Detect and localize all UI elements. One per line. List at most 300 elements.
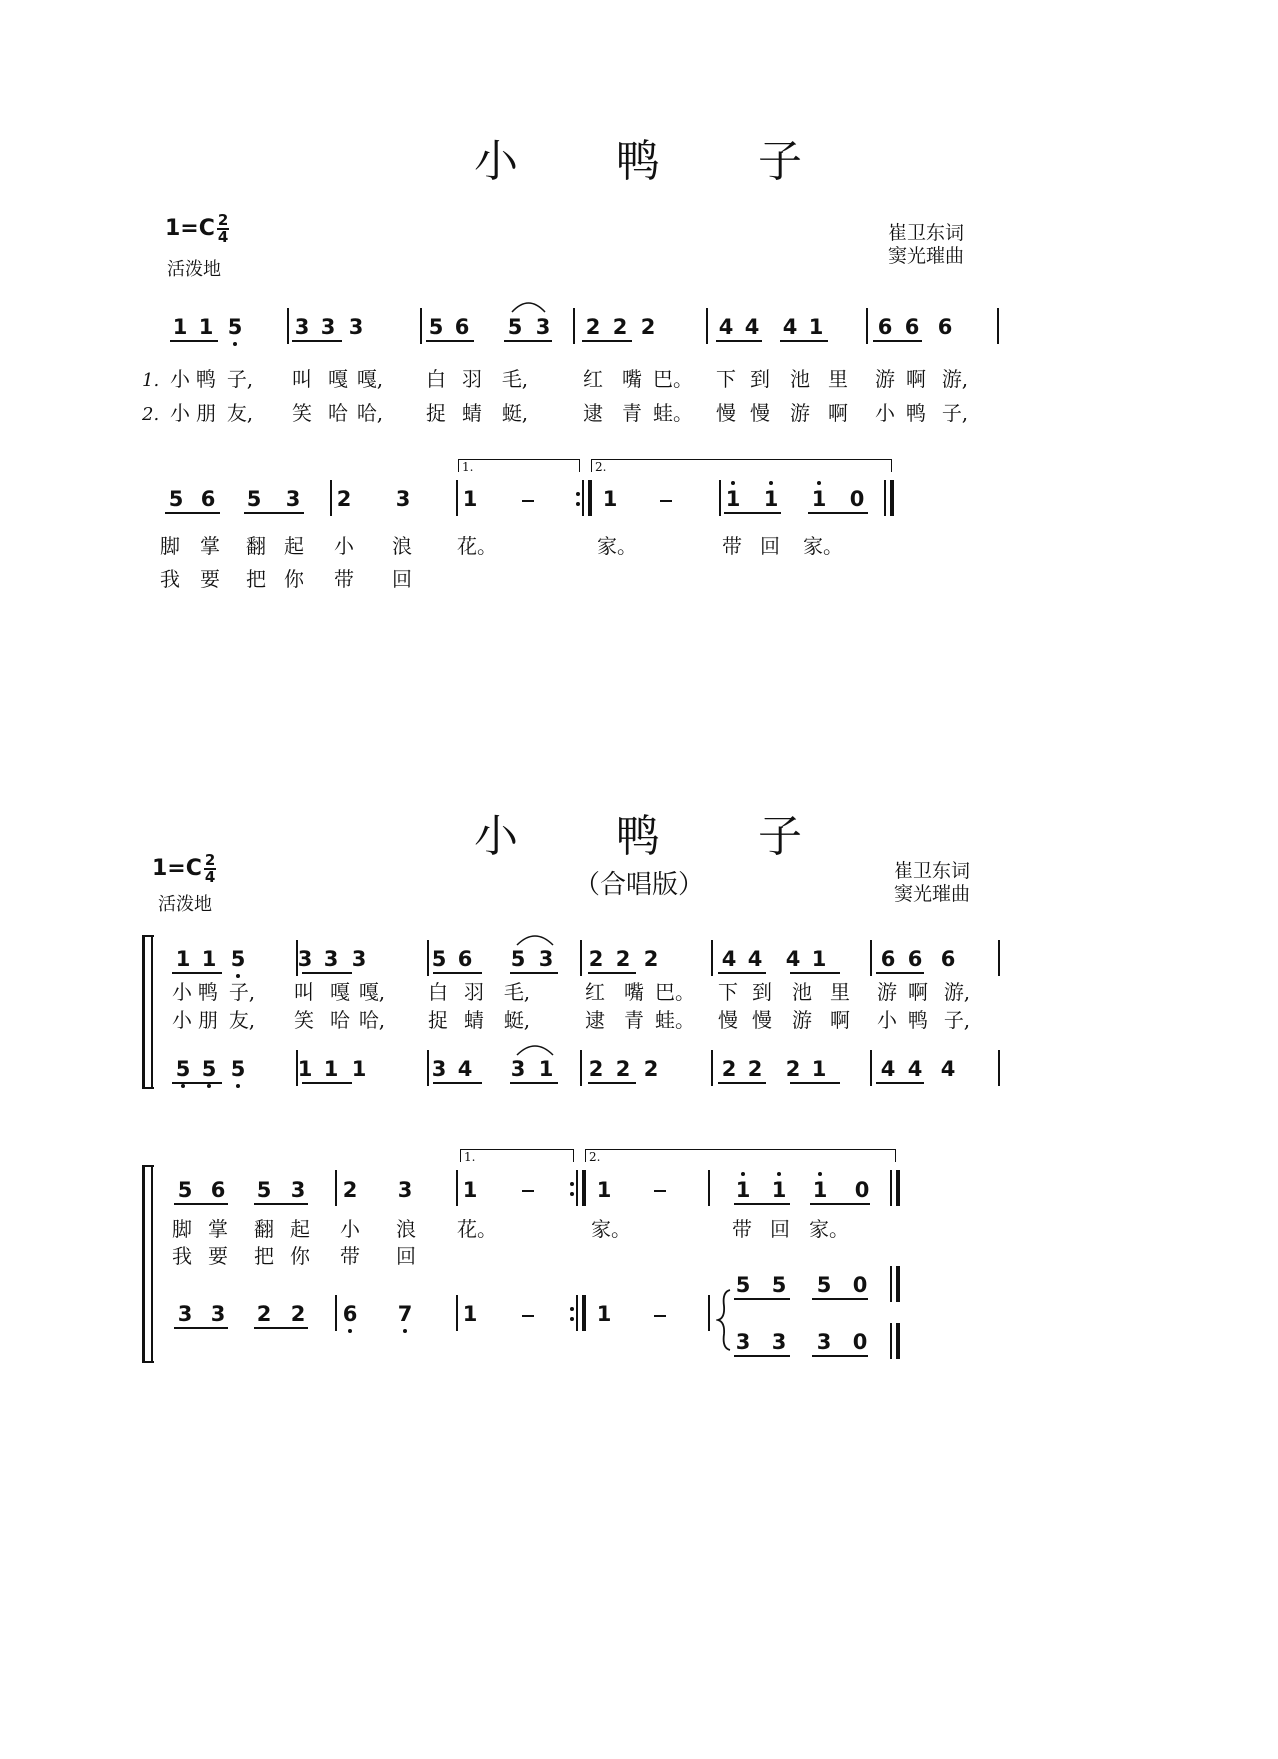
lyric-char: 我 bbox=[160, 567, 180, 591]
lyric-char: 里 bbox=[830, 980, 850, 1004]
beam-underline bbox=[588, 972, 636, 974]
title-char: 子 bbox=[758, 811, 804, 862]
bar-line bbox=[896, 1323, 900, 1359]
lyric-char: 巴。 bbox=[653, 367, 693, 391]
bar-line bbox=[588, 480, 592, 516]
slur-arc bbox=[516, 932, 554, 946]
lyric-char: 鸭 bbox=[906, 401, 926, 425]
lyric-char: 回 bbox=[392, 567, 412, 591]
note: 0 bbox=[852, 1273, 868, 1297]
bar-line bbox=[330, 480, 332, 516]
lyric-char: 家。 bbox=[809, 1217, 849, 1241]
beam-underline bbox=[734, 1355, 790, 1357]
bar-line bbox=[708, 1170, 710, 1206]
bar-line bbox=[870, 1050, 872, 1086]
note: 2 bbox=[588, 1057, 604, 1081]
beam-underline bbox=[510, 1082, 558, 1084]
bar-line bbox=[890, 1170, 892, 1206]
bar-line bbox=[890, 480, 894, 516]
beam-underline bbox=[734, 1203, 790, 1205]
note: 6 bbox=[210, 1178, 226, 1202]
lyric-char: 毛, bbox=[501, 367, 529, 391]
bar-line bbox=[151, 1165, 153, 1363]
lyric-char: 慢 bbox=[752, 1008, 772, 1032]
verse-number: 2. bbox=[142, 404, 160, 425]
lyric-char: 哈, bbox=[356, 401, 384, 425]
lyric-char: 啊 bbox=[906, 367, 926, 391]
lyric-char: 捉 bbox=[428, 1008, 448, 1032]
bar-line bbox=[890, 1323, 892, 1359]
lyric-char: 家。 bbox=[591, 1217, 631, 1241]
note: 1 bbox=[809, 1178, 831, 1202]
lyric-char: 慢 bbox=[716, 401, 736, 425]
volta-label: 2. bbox=[589, 1150, 601, 1164]
lyric-char: 红 bbox=[583, 367, 603, 391]
note: 2 bbox=[643, 947, 659, 971]
lyric-char: 鸭 bbox=[908, 1008, 928, 1032]
note: 3 bbox=[323, 947, 339, 971]
note: 3 bbox=[320, 315, 336, 339]
lyric-char: 家。 bbox=[803, 534, 843, 558]
note: 5 bbox=[172, 1057, 194, 1081]
lyric-char: 嘎, bbox=[356, 367, 384, 391]
tempo-marking: 活泼地 bbox=[167, 259, 221, 280]
lyric-char: 要 bbox=[200, 567, 220, 591]
key-signature: 1=C $\frac{2}{4}$ bbox=[152, 851, 216, 886]
lyric-char: 红 bbox=[585, 980, 605, 1004]
lyric-char: 你 bbox=[290, 1244, 310, 1268]
lyric-char: 里 bbox=[828, 367, 848, 391]
note: 5 bbox=[177, 1178, 193, 1202]
beam-underline bbox=[718, 972, 766, 974]
repeat-dot bbox=[570, 1182, 574, 1186]
lyric-char: 羽 bbox=[462, 367, 482, 391]
lyric-char: 浪 bbox=[392, 534, 412, 558]
note: 1 bbox=[351, 1057, 367, 1081]
credit-line: 崔卫东词 bbox=[888, 222, 965, 244]
note: 2 bbox=[640, 315, 656, 339]
lyric-char: 友, bbox=[226, 401, 254, 425]
lyric-char: 叫 bbox=[294, 980, 314, 1004]
note: 5 bbox=[428, 315, 444, 339]
note: 6 bbox=[880, 947, 896, 971]
note: 3 bbox=[290, 1178, 306, 1202]
voice-brace bbox=[716, 1288, 732, 1352]
lyric-char: 蜓, bbox=[503, 1008, 531, 1032]
bar-line bbox=[142, 935, 145, 1089]
note: 2 bbox=[256, 1302, 272, 1326]
lyric-char: 嘎 bbox=[328, 367, 348, 391]
lyric-char: 小 bbox=[877, 1008, 897, 1032]
credit-line: 窦光璀曲 bbox=[894, 883, 971, 905]
lyric-char: 小 bbox=[334, 534, 354, 558]
note: 6 bbox=[339, 1302, 361, 1326]
lyric-char: 小 bbox=[172, 980, 192, 1004]
beam-underline bbox=[174, 1327, 228, 1329]
bar-line bbox=[870, 940, 872, 976]
lyric-char: 回 bbox=[770, 1217, 790, 1241]
dash-sustain bbox=[654, 1315, 666, 1317]
beam-underline bbox=[172, 1082, 222, 1084]
note: 5 bbox=[735, 1273, 751, 1297]
beam-underline bbox=[170, 340, 218, 342]
beam-underline bbox=[254, 1327, 308, 1329]
note: 0 bbox=[854, 1178, 870, 1202]
lyric-char: 嘴 bbox=[624, 980, 644, 1004]
bar-line bbox=[582, 1170, 586, 1206]
lyric-char: 子, bbox=[943, 1008, 971, 1032]
note: 2 bbox=[290, 1302, 306, 1326]
lyric-char: 带 bbox=[334, 567, 354, 591]
volta-bracket bbox=[585, 1149, 896, 1162]
beam-underline bbox=[790, 972, 840, 974]
lyric-char: 友, bbox=[228, 1008, 256, 1032]
lyric-char: 巴。 bbox=[655, 980, 695, 1004]
beam-underline bbox=[433, 972, 482, 974]
lyric-char: 毛, bbox=[503, 980, 531, 1004]
note: 2 bbox=[342, 1178, 358, 1202]
page-title bbox=[0, 125, 1278, 189]
bar-line bbox=[335, 1295, 337, 1331]
lyric-char: 鸭 bbox=[198, 980, 218, 1004]
lyric-char: 哈, bbox=[358, 1008, 386, 1032]
credit-line: 崔卫东词 bbox=[894, 860, 971, 882]
note: 1 bbox=[732, 1178, 754, 1202]
note: 6 bbox=[454, 315, 470, 339]
note: 5 bbox=[510, 947, 526, 971]
lyric-char: 花。 bbox=[457, 534, 497, 558]
beam-underline bbox=[812, 1298, 868, 1300]
note: 5 bbox=[198, 1057, 220, 1081]
beam-underline bbox=[174, 1203, 228, 1205]
note: 1 bbox=[596, 1178, 612, 1202]
lyric-char: 起 bbox=[284, 534, 304, 558]
bar-line bbox=[580, 1050, 582, 1086]
credits bbox=[888, 222, 964, 268]
lyric-char: 带 bbox=[340, 1244, 360, 1268]
title-char: 子 bbox=[758, 136, 804, 187]
note: 1 bbox=[297, 1057, 313, 1081]
bar-line bbox=[884, 480, 886, 516]
verse-number: 1. bbox=[142, 370, 160, 391]
note: 4 bbox=[718, 315, 734, 339]
lyric-char: 子, bbox=[226, 367, 254, 391]
key-signature: 1=C $\frac{2}{4}$ bbox=[165, 211, 229, 246]
bar-line bbox=[998, 940, 1000, 976]
lyric-char: 慢 bbox=[718, 1008, 738, 1032]
bar-line bbox=[456, 1170, 458, 1206]
note: 5 bbox=[246, 487, 262, 511]
note: 1 bbox=[722, 487, 744, 511]
lyric-char: 掌 bbox=[208, 1217, 228, 1241]
note: 4 bbox=[907, 1057, 923, 1081]
lyric-char: 小 bbox=[170, 367, 190, 391]
note: 4 bbox=[747, 947, 763, 971]
bar-line bbox=[706, 308, 708, 344]
lyric-char: 家。 bbox=[597, 534, 637, 558]
lyric-char: 叫 bbox=[292, 367, 312, 391]
dash-sustain bbox=[522, 500, 534, 502]
note: 6 bbox=[877, 315, 893, 339]
lyric-char: 白 bbox=[426, 367, 446, 391]
bar-line bbox=[708, 1295, 710, 1331]
lyric-char: 下 bbox=[718, 980, 738, 1004]
lyric-char: 带 bbox=[732, 1217, 752, 1241]
bar-line bbox=[711, 1050, 713, 1086]
beam-underline bbox=[244, 512, 304, 514]
note: 6 bbox=[200, 487, 216, 511]
dash-sustain bbox=[654, 1190, 666, 1192]
note: 1 bbox=[201, 947, 217, 971]
lyric-char: 小 bbox=[340, 1217, 360, 1241]
note: 2 bbox=[615, 1057, 631, 1081]
beam-underline bbox=[426, 340, 474, 342]
note: 1 bbox=[811, 1057, 827, 1081]
note: 2 bbox=[747, 1057, 763, 1081]
note: 1 bbox=[462, 487, 478, 511]
bar-line bbox=[576, 1170, 578, 1206]
beam-underline bbox=[808, 512, 868, 514]
note: 3 bbox=[297, 947, 313, 971]
note: 1 bbox=[596, 1302, 612, 1326]
beam-underline bbox=[873, 340, 922, 342]
lyric-char: 笑 bbox=[294, 1008, 314, 1032]
bar-line bbox=[896, 1170, 900, 1206]
lyric-char: 子, bbox=[941, 401, 969, 425]
time-denominator: 4 bbox=[217, 228, 229, 246]
bar-line bbox=[580, 940, 582, 976]
lyric-char: 池 bbox=[792, 980, 812, 1004]
lyric-char: 朋 bbox=[198, 1008, 218, 1032]
system-bracket-bottom bbox=[142, 1087, 154, 1089]
lyric-char: 回 bbox=[396, 1244, 416, 1268]
bar-line bbox=[896, 1266, 900, 1302]
note: 5 bbox=[771, 1273, 787, 1297]
lyric-char: 子, bbox=[228, 980, 256, 1004]
bar-line bbox=[576, 1295, 578, 1331]
volta-bracket bbox=[458, 459, 580, 472]
lyric-char: 池 bbox=[790, 367, 810, 391]
volta-bracket bbox=[591, 459, 892, 472]
note: 1 bbox=[172, 315, 188, 339]
dash-sustain bbox=[660, 500, 672, 502]
lyric-char: 嘎, bbox=[358, 980, 386, 1004]
bar-line bbox=[998, 1050, 1000, 1086]
beam-underline bbox=[582, 340, 632, 342]
note: 6 bbox=[904, 315, 920, 339]
title-char: 鸭 bbox=[616, 811, 662, 862]
repeat-dot bbox=[570, 1317, 574, 1321]
credit-line: 窦光璀曲 bbox=[888, 245, 965, 267]
lyric-char: 慢 bbox=[750, 401, 770, 425]
lyric-char: 嘴 bbox=[622, 367, 642, 391]
repeat-dot bbox=[576, 492, 580, 496]
note: 3 bbox=[771, 1330, 787, 1354]
volta-label: 2. bbox=[595, 460, 607, 474]
note: 2 bbox=[643, 1057, 659, 1081]
beam-underline bbox=[724, 512, 781, 514]
time-numerator: 2 bbox=[217, 211, 229, 229]
lyric-char: 游, bbox=[941, 367, 969, 391]
note: 3 bbox=[535, 315, 551, 339]
lyric-char: 啊 bbox=[828, 401, 848, 425]
lyric-char: 脚 bbox=[160, 534, 180, 558]
note: 4 bbox=[940, 1057, 956, 1081]
lyric-char: 我 bbox=[172, 1244, 192, 1268]
note: 4 bbox=[457, 1057, 473, 1081]
note: 3 bbox=[510, 1057, 526, 1081]
chorus-subtitle: （合唱版） bbox=[573, 870, 704, 900]
lyric-char: 蛙。 bbox=[653, 401, 693, 425]
beam-underline bbox=[165, 512, 220, 514]
system-bracket-bottom bbox=[142, 1361, 154, 1363]
tempo-marking: 活泼地 bbox=[158, 894, 212, 915]
title-char: 小 bbox=[474, 136, 520, 187]
lyric-char: 小 bbox=[170, 401, 190, 425]
lyric-char: 要 bbox=[208, 1244, 228, 1268]
note: 1 bbox=[808, 487, 830, 511]
note: 5 bbox=[227, 947, 249, 971]
beam-underline bbox=[716, 340, 762, 342]
lyric-char: 朋 bbox=[196, 401, 216, 425]
lyric-char: 蛙。 bbox=[655, 1008, 695, 1032]
bar-line bbox=[296, 940, 298, 976]
note: 4 bbox=[880, 1057, 896, 1081]
lyric-char: 游 bbox=[792, 1008, 812, 1032]
note: 1 bbox=[602, 487, 618, 511]
bar-line bbox=[151, 935, 153, 1089]
lyric-char: 把 bbox=[246, 567, 266, 591]
bar-line bbox=[456, 480, 458, 516]
beam-underline bbox=[734, 1298, 790, 1300]
title-char: 鸭 bbox=[616, 136, 662, 187]
bar-line bbox=[573, 308, 575, 344]
beam-underline bbox=[718, 1082, 766, 1084]
note: 4 bbox=[782, 315, 798, 339]
beam-underline bbox=[302, 972, 352, 974]
lyric-char: 把 bbox=[254, 1244, 274, 1268]
beam-underline bbox=[292, 340, 342, 342]
note: 3 bbox=[285, 487, 301, 511]
beam-underline bbox=[810, 1203, 870, 1205]
note: 3 bbox=[735, 1330, 751, 1354]
beam-underline bbox=[876, 1082, 924, 1084]
beam-underline bbox=[812, 1355, 868, 1357]
note: 6 bbox=[937, 315, 953, 339]
bar-line bbox=[582, 1295, 586, 1331]
note: 3 bbox=[177, 1302, 193, 1326]
bar-line bbox=[420, 308, 422, 344]
note: 5 bbox=[168, 487, 184, 511]
lyric-char: 啊 bbox=[830, 1008, 850, 1032]
title-char: 小 bbox=[474, 811, 520, 862]
note: 3 bbox=[351, 947, 367, 971]
note: 3 bbox=[294, 315, 310, 339]
lyric-char: 浪 bbox=[396, 1217, 416, 1241]
note: 5 bbox=[256, 1178, 272, 1202]
note: 3 bbox=[395, 487, 411, 511]
note: 1 bbox=[198, 315, 214, 339]
lyric-char: 捉 bbox=[426, 401, 446, 425]
lyric-char: 哈 bbox=[328, 401, 348, 425]
lyric-char: 到 bbox=[752, 980, 772, 1004]
lyric-char: 到 bbox=[750, 367, 770, 391]
bar-line bbox=[890, 1266, 892, 1302]
beam-underline bbox=[588, 1082, 636, 1084]
lyric-char: 白 bbox=[428, 980, 448, 1004]
repeat-dot bbox=[570, 1307, 574, 1311]
note: 3 bbox=[397, 1178, 413, 1202]
note: 6 bbox=[907, 947, 923, 971]
note: 4 bbox=[744, 315, 760, 339]
beam-underline bbox=[790, 1082, 840, 1084]
lyric-char: 逮 bbox=[585, 1008, 605, 1032]
note: 3 bbox=[816, 1330, 832, 1354]
time-numerator: 2 bbox=[204, 851, 216, 869]
lyric-char: 花。 bbox=[457, 1217, 497, 1241]
lyric-char: 起 bbox=[290, 1217, 310, 1241]
note: 1 bbox=[175, 947, 191, 971]
note: 2 bbox=[585, 315, 601, 339]
note: 1 bbox=[760, 487, 782, 511]
beam-underline bbox=[876, 972, 924, 974]
note: 3 bbox=[538, 947, 554, 971]
note: 4 bbox=[721, 947, 737, 971]
lyric-char: 蜻 bbox=[462, 401, 482, 425]
time-signature bbox=[204, 853, 216, 885]
bar-line bbox=[456, 1295, 458, 1331]
note: 6 bbox=[940, 947, 956, 971]
slur-arc bbox=[516, 1042, 554, 1056]
lyric-char: 掌 bbox=[200, 534, 220, 558]
note: 5 bbox=[227, 1057, 249, 1081]
bar-line bbox=[296, 1050, 298, 1086]
note: 1 bbox=[811, 947, 827, 971]
beam-underline bbox=[510, 972, 558, 974]
volta-label: 1. bbox=[464, 1150, 476, 1164]
volta-bracket bbox=[460, 1149, 574, 1162]
lyric-char: 带 bbox=[722, 534, 742, 558]
time-denominator: 4 bbox=[204, 868, 216, 886]
lyric-char: 回 bbox=[760, 534, 780, 558]
volta-label: 1. bbox=[462, 460, 474, 474]
lyric-char: 鸭 bbox=[196, 367, 216, 391]
note: 3 bbox=[431, 1057, 447, 1081]
lyric-char: 哈 bbox=[330, 1008, 350, 1032]
note: 5 bbox=[816, 1273, 832, 1297]
slur-arc bbox=[511, 299, 546, 313]
repeat-dot bbox=[576, 502, 580, 506]
beam-underline bbox=[504, 340, 552, 342]
bar-line bbox=[866, 308, 868, 344]
note: 5 bbox=[507, 315, 523, 339]
bar-line bbox=[335, 1170, 337, 1206]
note: 2 bbox=[612, 315, 628, 339]
lyric-char: 小 bbox=[172, 1008, 192, 1032]
beam-underline bbox=[433, 1082, 482, 1084]
note: 1 bbox=[462, 1302, 478, 1326]
lyric-char: 翻 bbox=[246, 534, 266, 558]
note: 1 bbox=[538, 1057, 554, 1081]
bar-line bbox=[719, 480, 721, 516]
note: 3 bbox=[348, 315, 364, 339]
note: 2 bbox=[336, 487, 352, 511]
bar-line bbox=[427, 1050, 429, 1086]
lyric-char: 下 bbox=[716, 367, 736, 391]
note: 4 bbox=[785, 947, 801, 971]
note: 1 bbox=[462, 1178, 478, 1202]
bar-line bbox=[287, 308, 289, 344]
